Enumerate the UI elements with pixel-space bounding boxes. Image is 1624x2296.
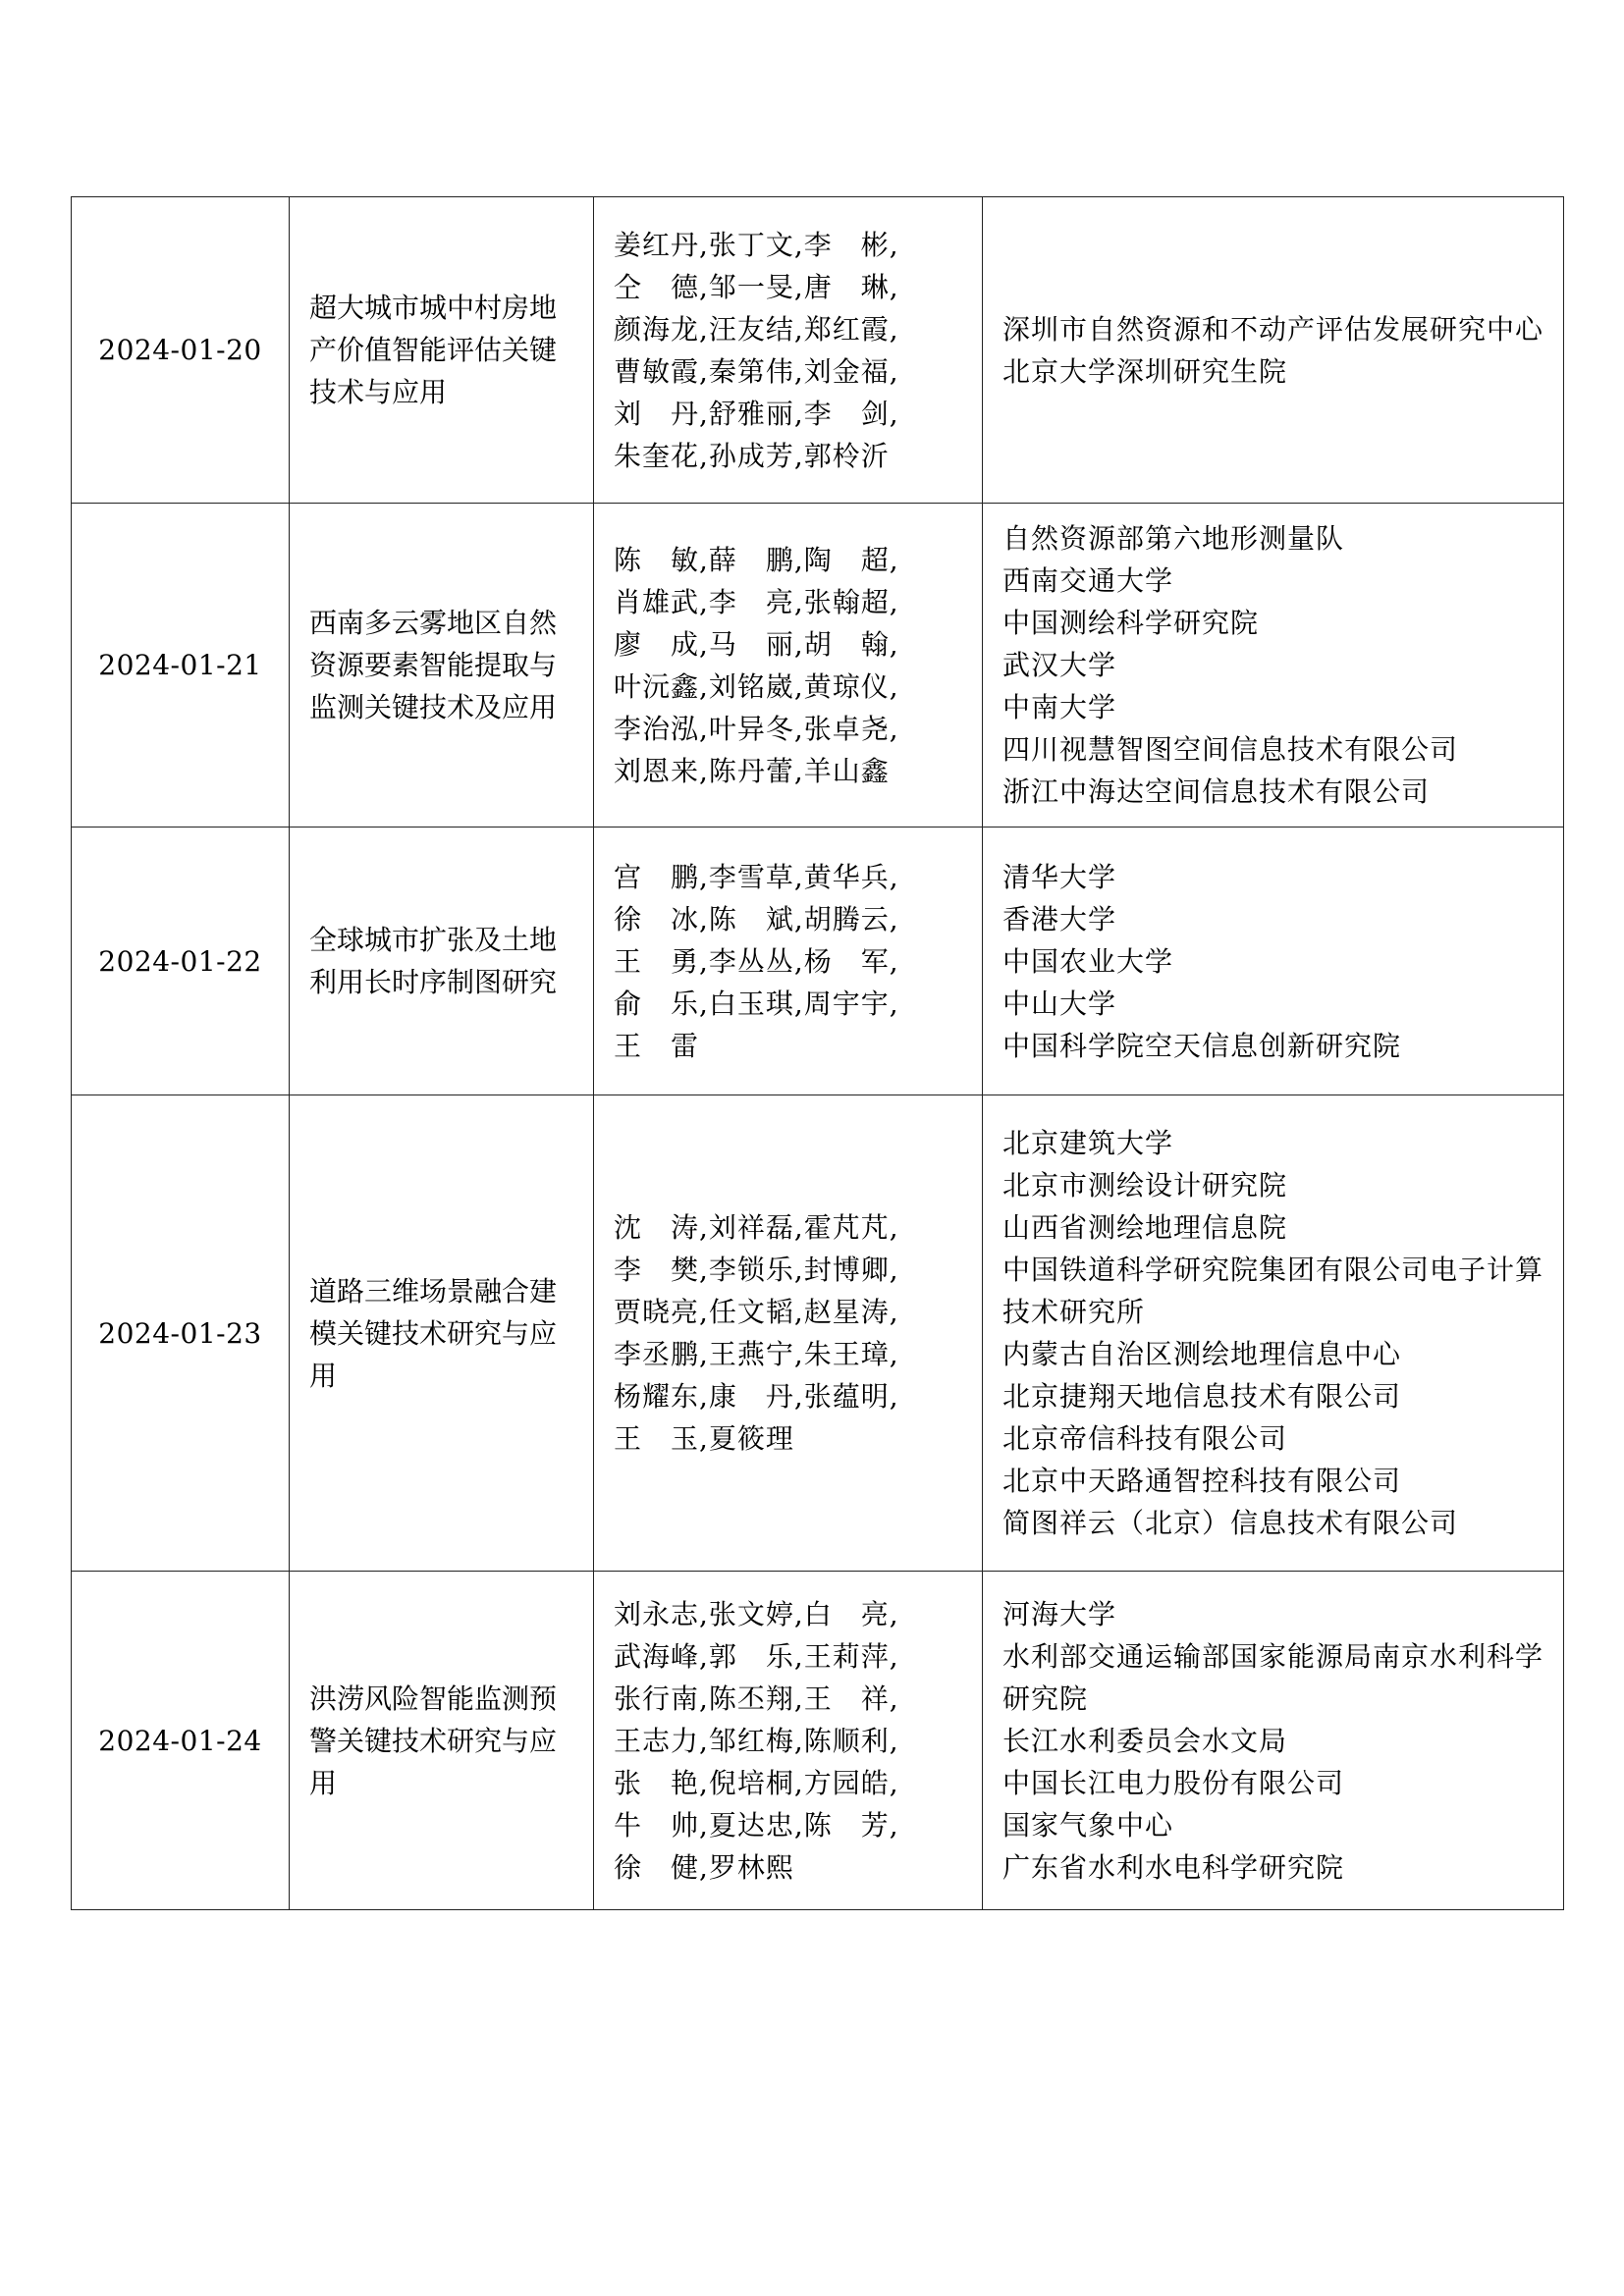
project-title: 全球城市扩张及土地利用长时序制图研究 bbox=[290, 828, 594, 1095]
member-line: 王 玉,夏筱理 bbox=[614, 1422, 794, 1455]
member-line: 刘恩来,陈丹蕾,羊山鑫 bbox=[614, 754, 890, 787]
institution: 北京建筑大学 bbox=[1002, 1127, 1174, 1159]
table-row bbox=[72, 1095, 1564, 1572]
member-line: 徐 健,罗林熙 bbox=[614, 1850, 794, 1884]
member-line: 朱奎花,孙成芳,郭柃沂 bbox=[614, 439, 890, 472]
member-line: 肖雄武,李 亮,张翰超, bbox=[614, 585, 899, 618]
member-line: 姜红丹,张丁文,李 彬, bbox=[614, 228, 899, 261]
project-number: 2024-01-21 bbox=[72, 504, 290, 828]
member-line: 刘 丹,舒雅丽,李 剑, bbox=[614, 397, 899, 430]
project-members bbox=[594, 504, 983, 828]
institution: 北京帝信科技有限公司 bbox=[1002, 1422, 1288, 1455]
member-line: 武海峰,郭 乐,王莉萍, bbox=[614, 1639, 899, 1673]
member-line: 李 樊,李锁乐,封博卿, bbox=[614, 1254, 899, 1286]
table-row bbox=[72, 197, 1564, 504]
table-row bbox=[72, 828, 1564, 1095]
institution: 香港大学 bbox=[1002, 902, 1117, 935]
table-row bbox=[72, 1572, 1564, 1910]
member-line: 叶沅鑫,刘铭崴,黄琼仪, bbox=[614, 669, 899, 703]
member-line: 张行南,陈丕翔,王 祥, bbox=[614, 1682, 899, 1715]
institution: 西南交通大学 bbox=[1002, 564, 1174, 597]
project-institutions bbox=[983, 1095, 1564, 1572]
member-line: 杨耀东,康 丹,张蕴明, bbox=[614, 1380, 899, 1413]
project-institutions bbox=[983, 197, 1564, 504]
institution: 北京市测绘设计研究院 bbox=[1002, 1169, 1288, 1201]
member-line: 贾晓亮,任文韬,赵星涛, bbox=[614, 1296, 899, 1328]
institution: 中国农业大学 bbox=[1002, 944, 1174, 978]
institution: 北京大学深圳研究生院 bbox=[1002, 354, 1288, 388]
member-line: 仝 德,邹一旻,唐 琳, bbox=[614, 270, 899, 303]
institution: 广东省水利水电科学研究院 bbox=[1002, 1850, 1345, 1884]
member-line: 陈 敏,薛 鹏,陶 超, bbox=[614, 543, 899, 576]
institution: 山西省测绘地理信息院 bbox=[1002, 1211, 1288, 1244]
member-line: 李丞鹏,王燕宁,朱王璋, bbox=[614, 1338, 899, 1370]
member-line: 廖 成,马 丽,胡 翰, bbox=[614, 627, 899, 661]
institution: 四川视慧智图空间信息技术有限公司 bbox=[1002, 733, 1459, 766]
institution: 清华大学 bbox=[1002, 860, 1117, 893]
member-line: 王 雷 bbox=[614, 1029, 700, 1062]
institution: 中国铁道科学研究院集团有限公司电子计算技术研究所 bbox=[1002, 1254, 1544, 1328]
institution: 北京中天路通智控科技有限公司 bbox=[1002, 1465, 1402, 1497]
project-institutions bbox=[983, 1572, 1564, 1910]
institution: 水利部交通运输部国家能源局南京水利科学研究院 bbox=[1002, 1639, 1544, 1715]
project-members bbox=[594, 1572, 983, 1910]
member-line: 王志力,邹红梅,陈顺利, bbox=[614, 1724, 899, 1757]
member-line: 徐 冰,陈 斌,胡腾云, bbox=[614, 902, 899, 935]
institution: 国家气象中心 bbox=[1002, 1808, 1174, 1842]
project-number: 2024-01-23 bbox=[72, 1095, 290, 1572]
institution: 内蒙古自治区测绘地理信息中心 bbox=[1002, 1338, 1402, 1370]
institution: 长江水利委员会水文局 bbox=[1002, 1724, 1288, 1757]
project-members bbox=[594, 197, 983, 504]
project-number: 2024-01-22 bbox=[72, 828, 290, 1095]
project-number: 2024-01-20 bbox=[72, 197, 290, 504]
project-institutions bbox=[983, 828, 1564, 1095]
project-members bbox=[594, 1095, 983, 1572]
member-line: 王 勇,李丛丛,杨 军, bbox=[614, 944, 899, 978]
member-line: 李治泓,叶异冬,张卓尧, bbox=[614, 712, 899, 745]
member-line: 刘永志,张文婷,白 亮, bbox=[614, 1597, 899, 1630]
project-members bbox=[594, 828, 983, 1095]
member-line: 沈 涛,刘祥磊,霍芃芃, bbox=[614, 1211, 899, 1244]
project-title: 洪涝风险智能监测预警关键技术研究与应用 bbox=[290, 1572, 594, 1910]
member-line: 宫 鹏,李雪草,黄华兵, bbox=[614, 860, 899, 893]
institution: 中国测绘科学研究院 bbox=[1002, 607, 1260, 639]
project-number: 2024-01-24 bbox=[72, 1572, 290, 1910]
institution: 武汉大学 bbox=[1002, 649, 1117, 681]
institution: 自然资源部第六地形测量队 bbox=[1002, 522, 1345, 555]
member-line: 牛 帅,夏达忠,陈 芳, bbox=[614, 1808, 899, 1842]
institution: 中国长江电力股份有限公司 bbox=[1002, 1766, 1345, 1799]
member-line: 张 艳,倪培桐,方园皓, bbox=[614, 1766, 899, 1799]
institution: 简图祥云（北京）信息技术有限公司 bbox=[1002, 1507, 1459, 1539]
institution: 浙江中海达空间信息技术有限公司 bbox=[1002, 775, 1431, 808]
institution: 北京捷翔天地信息技术有限公司 bbox=[1002, 1380, 1402, 1413]
table-row bbox=[72, 504, 1564, 828]
member-line: 曹敏霞,秦第伟,刘金福, bbox=[614, 354, 899, 388]
institution: 深圳市自然资源和不动产评估发展研究中心 bbox=[1002, 312, 1544, 346]
institution: 中国科学院空天信息创新研究院 bbox=[1002, 1029, 1402, 1062]
award-table bbox=[71, 196, 1564, 1910]
member-line: 俞 乐,白玉琪,周宇宇, bbox=[614, 987, 899, 1020]
project-institutions bbox=[983, 504, 1564, 828]
institution: 河海大学 bbox=[1002, 1597, 1117, 1630]
project-title: 西南多云雾地区自然资源要素智能提取与监测关键技术及应用 bbox=[290, 504, 594, 828]
project-title: 超大城市城中村房地产价值智能评估关键技术与应用 bbox=[290, 197, 594, 504]
member-line: 颜海龙,汪友结,郑红霞, bbox=[614, 312, 899, 346]
project-title: 道路三维场景融合建模关键技术研究与应用 bbox=[290, 1095, 594, 1572]
institution: 中山大学 bbox=[1002, 987, 1117, 1020]
institution: 中南大学 bbox=[1002, 691, 1117, 723]
